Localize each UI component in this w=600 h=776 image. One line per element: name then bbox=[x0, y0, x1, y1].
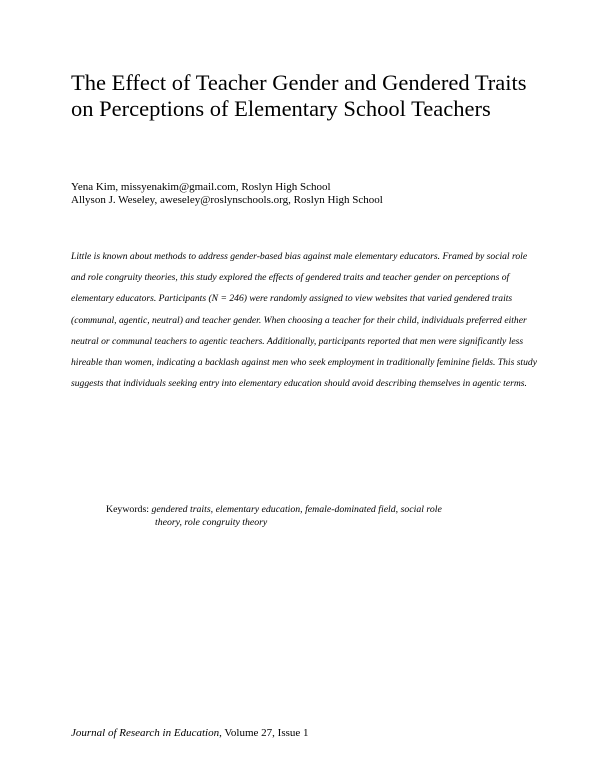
journal-volume: , Volume 27, Issue 1 bbox=[219, 727, 309, 739]
author-line: Yena Kim, missyenakim@gmail.com, Roslyn High School bbox=[71, 181, 331, 193]
journal-name: Journal of Research in Education bbox=[71, 727, 220, 739]
keywords-line-2: theory, role congruity theory bbox=[155, 517, 268, 528]
keywords bbox=[106, 503, 526, 529]
journal-footer bbox=[71, 727, 309, 739]
paper-title: The Effect of Teacher Gender and Gendered Traits on Perceptions of Elementary School Teachers bbox=[71, 70, 527, 121]
author-line: Allyson J. Weseley, aweseley@roslynschools.org, Roslyn High School bbox=[71, 194, 383, 206]
keywords-line-1: gendered traits, elementary education, female-dominated field, social role bbox=[151, 504, 442, 515]
keywords-label: Keywords: bbox=[106, 504, 149, 515]
author-list bbox=[71, 181, 383, 207]
abstract: Little is known about methods to address gender-based bias against male elementary educators. Framed by social role and role congruity theories, this study explored the effects of gendered traits and teacher gender on perceptions of elementary educators. Participants (N = 246) were randomly assigned to view websites that varied gendered traits (communal, agentic, neutral) and teacher gender. When choosing a teacher for their child, individuals preferred either neutral or communal teachers to agentic teachers. Additionally, participants reported that men were significantly less hireable than women, indicating a backlash against men who seek employment in traditionally feminine fields. This study suggests that individuals seeking entry into elementary education should avoid describing themselves in agentic terms. bbox=[71, 251, 537, 390]
